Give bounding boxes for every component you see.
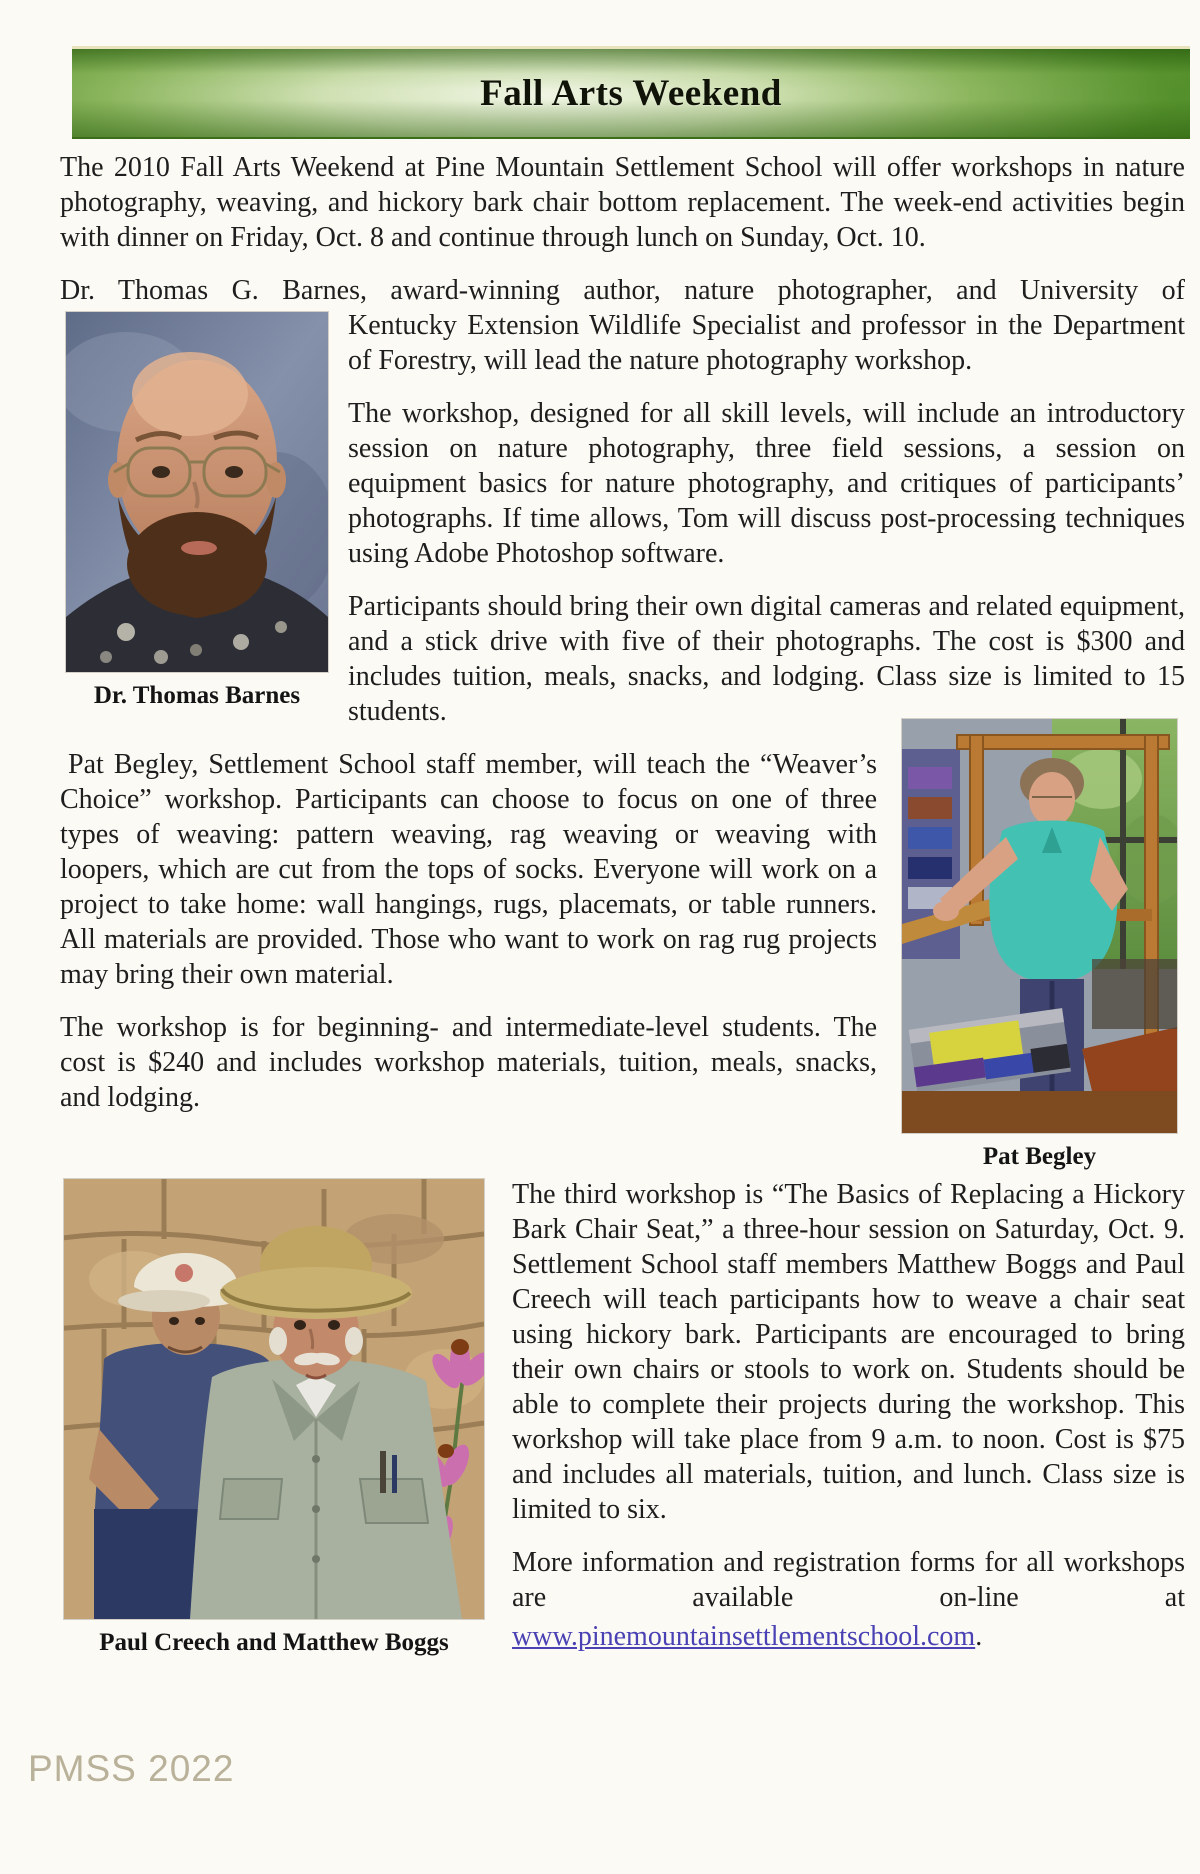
link-trailing-period: . <box>975 1621 983 1652</box>
creech-boggs-photo <box>64 1179 484 1619</box>
website-link[interactable]: www.pinemountainsettlementschool.com <box>512 1621 976 1652</box>
intro-paragraph: The 2010 Fall Arts Weekend at Pine Mountain Settlement School will offer workshops in nature photography, weaving, and hickory bark chair bottom replacement. The week-end activities begin with dinner on Friday, Oct. 8 and continue through lunch on Sunday, Oct. 10. <box>60 152 1185 253</box>
barnes-rest-paragraph: Kentucky Extension Wildlife Specialist and professor in the Department of Forestry, will lead the nature photography workshop. <box>348 310 1185 376</box>
article-body <box>60 150 1185 1672</box>
chair-seat-section <box>60 1177 1185 1654</box>
barnes-portrait-photo <box>66 312 328 672</box>
weaving-cost-paragraph: The workshop is for beginning- and intermediate-level students. The cost is $240 and includes workshop materials, tuition, meals, snacks, and lodging. <box>60 1012 877 1113</box>
title-banner <box>72 46 1190 139</box>
workshop-details-paragraph: The workshop, designed for all skill levels, will include an introductory session on nature photography, three field sessions, a session on equipment basics for nature photography, and critiques of participants’ photographs. If time allows, Tom will discuss post-processing techniques using Adobe Photoshop software. <box>348 398 1185 569</box>
watermark: PMSS 2022 <box>28 1748 235 1789</box>
begley-section <box>60 747 1185 1170</box>
begley-photo-caption: Pat Begley <box>982 1143 1097 1170</box>
begley-paragraph: Pat Begley, Settlement School staff member, will teach the “Weaver’s Choice” workshop. Participants can choose to focus on one of three types of weaving: pattern weaving, rag weaving or weaving with loopers, which are cut from the tops of socks. Everyone will work on a project to take home: wall hangings, rugs, placemats, or table runners. All materials are provided. Those who want to work on rag rug projects may bring their own material. <box>60 749 877 990</box>
barnes-photo-figure <box>66 312 328 710</box>
participants-paragraph: Participants should bring their own digital cameras and related equipment, and a stick drive with five of their photographs. The cost is $300 and includes tuition, meals, snacks, and lodging. Class size is limited to 15 students. <box>348 591 1185 727</box>
creech-boggs-photo-figure <box>64 1179 484 1657</box>
barnes-lead-line: Dr. Thomas G. Barnes, award-winning author, nature photographer, and University of <box>60 275 1185 306</box>
begley-photo-figure <box>902 719 1177 1171</box>
barnes-section <box>60 308 1185 729</box>
creech-boggs-photo-caption: Paul Creech and Matthew Boggs <box>99 1629 449 1656</box>
begley-weaving-photo <box>902 719 1177 1133</box>
third-workshop-paragraph: The third workshop is “The Basics of Replacing a Hickory Bark Chair Seat,” a three-hour session on Saturday, Oct. 9. Settlement School staff members Matthew Boggs and Paul Creech will teach participants how to weave a chair seat using hickory bark. Participants are encouraged to bring their own chairs or stools to work on. Students should be able to complete their projects during the workshop. This workshop will take place from 9 a.m. to noon. Cost is $75 and includes all materials, tuition, and lunch. Class size is limited to six. <box>512 1179 1185 1525</box>
barnes-photo-caption: Dr. Thomas Barnes <box>93 682 301 709</box>
page-title: Fall Arts Weekend <box>480 72 782 114</box>
more-info-text: More information and registration forms for all workshops are available on-line at <box>512 1547 1185 1613</box>
